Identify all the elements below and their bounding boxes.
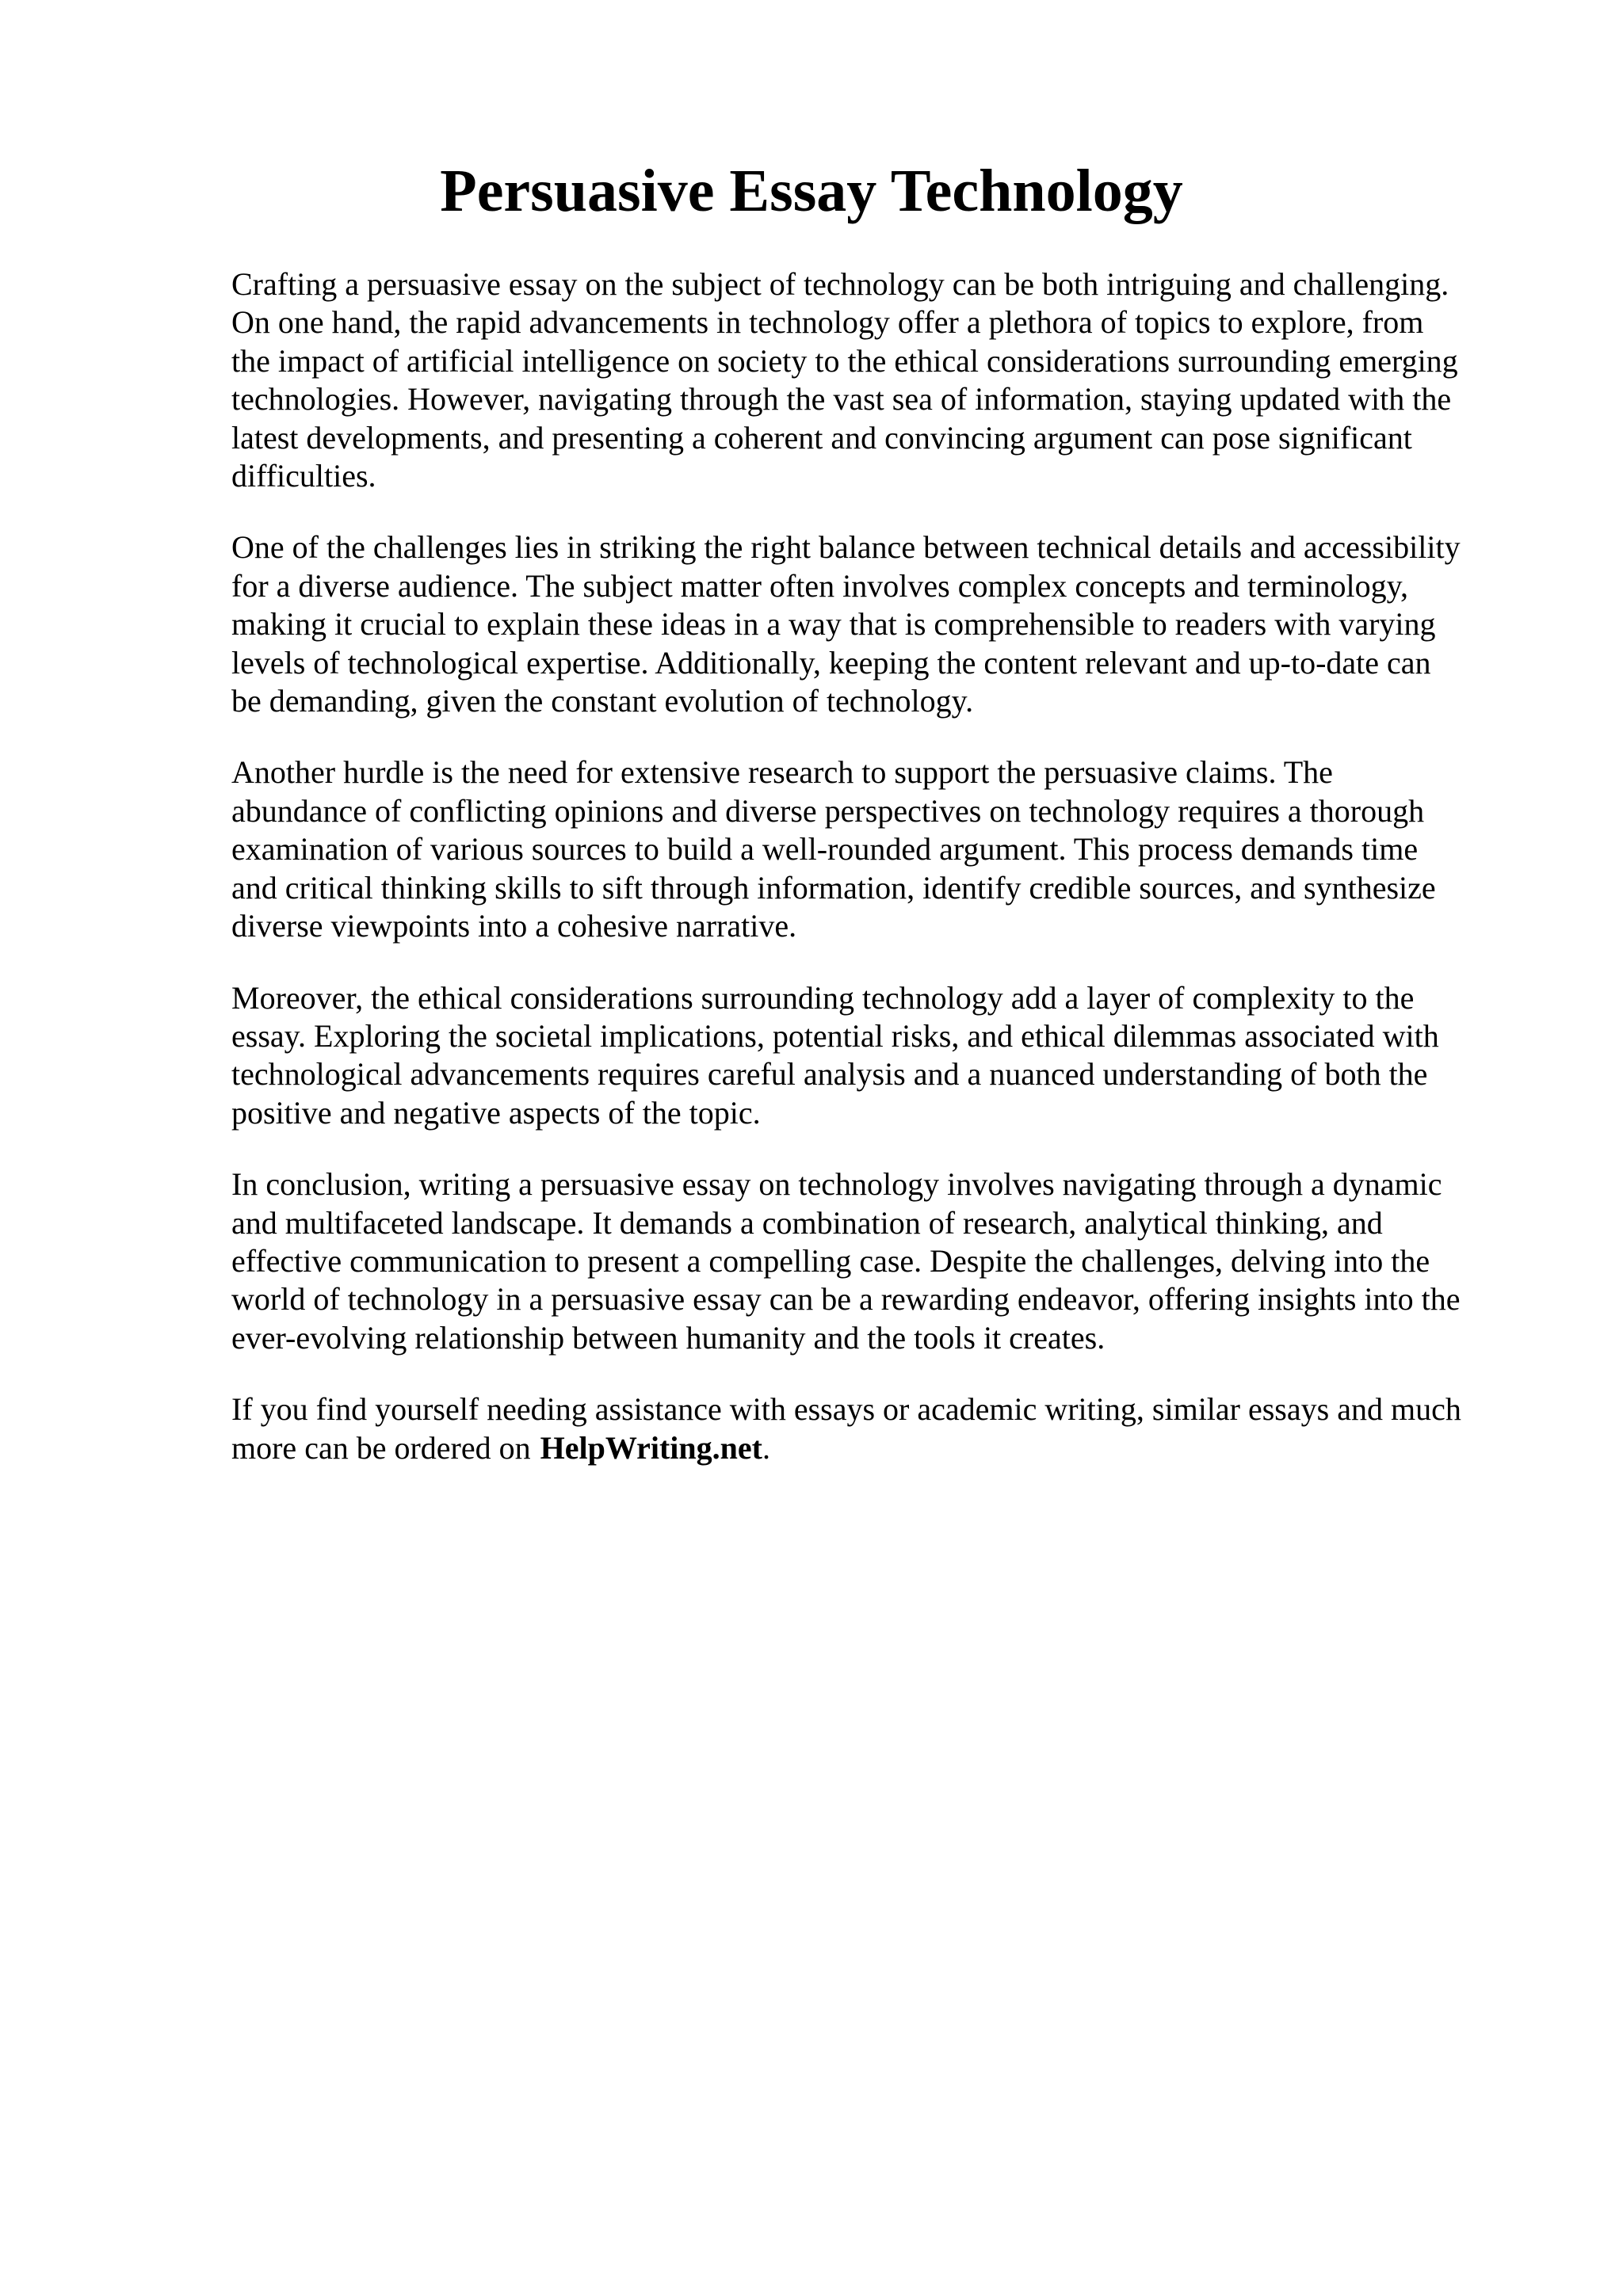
paragraph-line: world of technology in a persuasive essay can be a rewarding endeavor, offering insights into the [231, 1281, 1461, 1318]
paragraph-line: abundance of conflicting opinions and diverse perspectives on technology requires a thorough [231, 792, 1425, 829]
closing-paragraph [231, 1390, 1531, 1467]
paragraph-line: technologies. However, navigating through the vast sea of information, staying updated with the [231, 381, 1452, 418]
paragraph-line: In conclusion, writing a persuasive essay on technology involves navigating through a dynamic [231, 1166, 1442, 1203]
closing-line-with-link [231, 1429, 1531, 1467]
helpwriting-link[interactable]: HelpWriting.net [540, 1429, 762, 1466]
paragraph-1 [231, 265, 1531, 495]
paragraph-line: essay. Exploring the societal implications, potential risks, and ethical dilemmas associated with [231, 1017, 1439, 1054]
essay-body [231, 265, 1531, 1501]
closing-line: If you find yourself needing assistance with essays or academic writing, similar essays and much [231, 1391, 1461, 1428]
paragraph-line: for a diverse audience. The subject matter often involves complex concepts and terminology, [231, 567, 1409, 604]
paragraph-line: making it crucial to explain these ideas in a way that is comprehensible to readers with varying [231, 606, 1436, 643]
paragraph-line: be demanding, given the constant evolution of technology. [231, 683, 974, 719]
closing-prefix: more can be ordered on [231, 1429, 531, 1466]
paragraph-line: and critical thinking skills to sift through information, identify credible sources, and synthesize [231, 869, 1436, 906]
paragraph-3 [231, 753, 1531, 945]
paragraph-line: One of the challenges lies in striking the right balance between technical details and accessibility [231, 529, 1461, 566]
paragraph-line: the impact of artificial intelligence on society to the ethical considerations surrounding emerging [231, 342, 1458, 379]
paragraph-line: On one hand, the rapid advancements in technology offer a plethora of topics to explore, from [231, 304, 1424, 341]
paragraph-line: Crafting a persuasive essay on the subject of technology can be both intriguing and challenging. [231, 266, 1449, 302]
paragraph-line: Another hurdle is the need for extensive research to support the persuasive claims. The [231, 754, 1333, 791]
paragraph-line: levels of technological expertise. Additionally, keeping the content relevant and up-to-date can [231, 644, 1431, 681]
paragraph-line: latest developments, and presenting a coherent and convincing argument can pose significant [231, 419, 1412, 456]
paragraph-line: diverse viewpoints into a cohesive narrative. [231, 908, 797, 944]
paragraph-line: and multifaceted landscape. It demands a combination of research, analytical thinking, and [231, 1204, 1383, 1241]
paragraph-line: difficulties. [231, 458, 376, 494]
paragraph-line: Moreover, the ethical considerations surrounding technology add a layer of complexity to the [231, 979, 1415, 1016]
paragraph-line: examination of various sources to build a well-rounded argument. This process demands time [231, 831, 1419, 868]
paragraph-4 [231, 979, 1531, 1133]
paragraph-line: positive and negative aspects of the topic. [231, 1094, 761, 1131]
paragraph-line: effective communication to present a compelling case. Despite the challenges, delving into the [231, 1242, 1430, 1279]
closing-suffix: . [762, 1429, 770, 1466]
paragraph-2 [231, 528, 1531, 720]
paragraph-line: technological advancements requires careful analysis and a nuanced understanding of both the [231, 1056, 1428, 1093]
paragraph-5 [231, 1165, 1531, 1357]
page-title: Persuasive Essay Technology [440, 158, 1183, 224]
paragraph-line: ever-evolving relationship between humanity and the tools it creates. [231, 1319, 1106, 1356]
